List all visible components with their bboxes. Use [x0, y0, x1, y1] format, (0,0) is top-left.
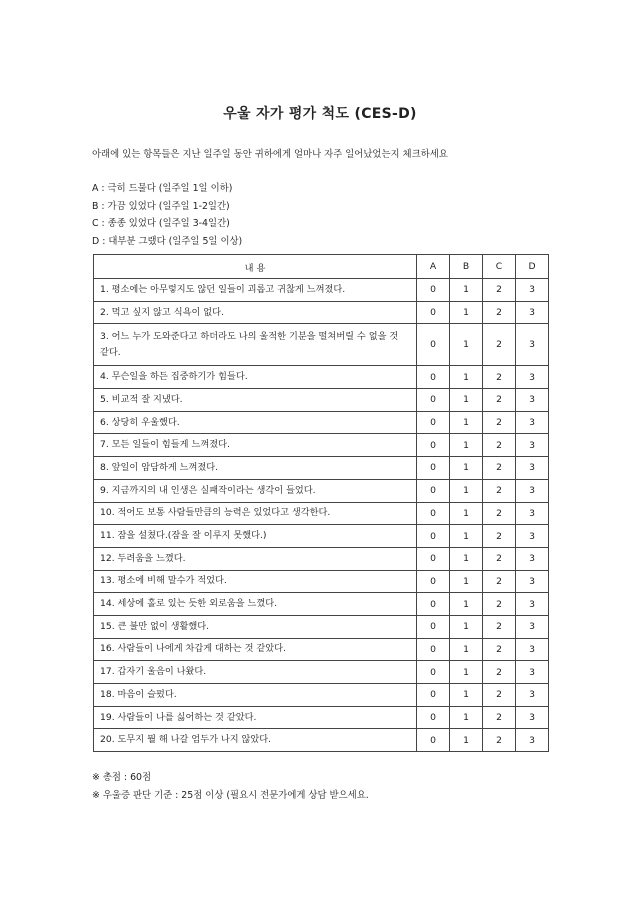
table-row — [94, 729, 549, 752]
item-text: 18. 마음이 슬펐다. — [94, 684, 417, 707]
header-a: A — [417, 255, 450, 279]
header-c: C — [483, 255, 516, 279]
score-option-a[interactable]: 0 — [417, 457, 450, 480]
header-content: 내 용 — [94, 255, 417, 279]
score-option-c[interactable]: 2 — [483, 411, 516, 434]
score-option-d[interactable]: 3 — [516, 411, 549, 434]
score-option-d[interactable]: 3 — [516, 729, 549, 752]
score-option-c[interactable]: 2 — [483, 525, 516, 548]
score-option-a[interactable]: 0 — [417, 593, 450, 616]
score-option-c[interactable]: 2 — [483, 570, 516, 593]
score-option-c[interactable]: 2 — [483, 661, 516, 684]
legend-item-a: A : 극히 드물다 (일주일 1일 이하) — [92, 183, 233, 194]
item-text: 14. 세상에 홀로 있는 듯한 외로움을 느꼈다. — [94, 593, 417, 616]
item-text: 20. 도무지 뭘 해 나갈 엄두가 나지 않았다. — [94, 729, 417, 752]
score-option-a[interactable]: 0 — [417, 479, 450, 502]
score-option-c[interactable]: 2 — [483, 457, 516, 480]
score-option-b[interactable]: 1 — [450, 502, 483, 525]
score-option-b[interactable]: 1 — [450, 729, 483, 752]
score-option-b[interactable]: 1 — [450, 389, 483, 412]
score-option-b[interactable]: 1 — [450, 638, 483, 661]
item-text: 7. 모든 일들이 힘들게 느껴졌다. — [94, 434, 417, 457]
item-text: 5. 비교적 잘 지냈다. — [94, 389, 417, 412]
score-option-a[interactable]: 0 — [417, 706, 450, 729]
table-row — [94, 525, 549, 548]
score-option-d[interactable]: 3 — [516, 547, 549, 570]
item-text: 11. 잠을 설쳤다.(잠을 잘 이루지 못했다.) — [94, 525, 417, 548]
item-text: 3. 어느 누가 도와준다고 하더라도 나의 울적한 기분을 떨쳐버릴 수 없을 것 같다. — [94, 324, 417, 366]
score-option-d[interactable]: 3 — [516, 570, 549, 593]
score-option-c[interactable]: 2 — [483, 684, 516, 707]
cesd-table — [93, 254, 549, 752]
score-option-a[interactable]: 0 — [417, 279, 450, 302]
item-text: 9. 지금까지의 내 인생은 실패작이라는 생각이 들었다. — [94, 479, 417, 502]
header-b: B — [450, 255, 483, 279]
total-score-note: ※ 총점 : 60점 — [92, 772, 152, 783]
table-row — [94, 411, 549, 434]
score-option-b[interactable]: 1 — [450, 570, 483, 593]
score-option-b[interactable]: 1 — [450, 457, 483, 480]
criteria-note: ※ 우울증 판단 기준 : 25점 이상 (필요시 전문가에게 상담 받으세요. — [92, 790, 369, 801]
score-option-d[interactable]: 3 — [516, 593, 549, 616]
header-d: D — [516, 255, 549, 279]
score-option-a[interactable]: 0 — [417, 638, 450, 661]
score-option-d[interactable]: 3 — [516, 279, 549, 302]
table-row — [94, 301, 549, 324]
item-text: 1. 평소에는 아무렇지도 않던 일들이 괴롭고 귀찮게 느껴졌다. — [94, 279, 417, 302]
score-option-c[interactable]: 2 — [483, 547, 516, 570]
score-option-a[interactable]: 0 — [417, 389, 450, 412]
score-option-a[interactable]: 0 — [417, 570, 450, 593]
score-option-a[interactable]: 0 — [417, 525, 450, 548]
item-text: 8. 앞일이 암담하게 느껴졌다. — [94, 457, 417, 480]
legend-item-d: D : 대부분 그랬다 (일주일 5일 이상) — [92, 235, 243, 247]
answer-legend — [92, 180, 242, 250]
score-option-a[interactable]: 0 — [417, 301, 450, 324]
score-option-c[interactable]: 2 — [483, 479, 516, 502]
table-header-row — [94, 255, 549, 279]
score-option-b[interactable]: 1 — [450, 279, 483, 302]
score-option-a[interactable]: 0 — [417, 661, 450, 684]
footnotes — [92, 769, 369, 805]
score-option-b[interactable]: 1 — [450, 593, 483, 616]
score-option-b[interactable]: 1 — [450, 661, 483, 684]
table-row — [94, 615, 549, 638]
item-text: 17. 갑자기 울음이 나왔다. — [94, 661, 417, 684]
page-title: 우울 자가 평가 척도 (CES-D) — [223, 106, 417, 122]
score-option-d[interactable]: 3 — [516, 502, 549, 525]
score-option-b[interactable]: 1 — [450, 434, 483, 457]
table-row — [94, 638, 549, 661]
score-option-b[interactable]: 1 — [450, 366, 483, 389]
score-option-c[interactable]: 2 — [483, 729, 516, 752]
score-option-d[interactable]: 3 — [516, 479, 549, 502]
score-option-d[interactable]: 3 — [516, 301, 549, 324]
table-row — [94, 479, 549, 502]
score-option-b[interactable]: 1 — [450, 615, 483, 638]
score-option-d[interactable]: 3 — [516, 366, 549, 389]
score-option-b[interactable]: 1 — [450, 411, 483, 434]
table-row — [94, 661, 549, 684]
score-option-d[interactable]: 3 — [516, 638, 549, 661]
instruction-text: 아래에 있는 항목들은 지난 일주일 동안 귀하에게 얼마나 자주 일어났었는지 체크하세요 — [92, 149, 448, 160]
table-row — [94, 457, 549, 480]
score-option-c[interactable]: 2 — [483, 593, 516, 616]
score-option-d[interactable]: 3 — [516, 457, 549, 480]
score-option-c[interactable]: 2 — [483, 301, 516, 324]
item-text: 13. 평소에 비해 말수가 적었다. — [94, 570, 417, 593]
table-row — [94, 279, 549, 302]
score-option-d[interactable]: 3 — [516, 434, 549, 457]
score-option-c[interactable]: 2 — [483, 389, 516, 412]
score-option-b[interactable]: 1 — [450, 324, 483, 366]
score-option-a[interactable]: 0 — [417, 547, 450, 570]
item-text: 12. 두려움을 느꼈다. — [94, 547, 417, 570]
item-text: 16. 사람들이 나에게 차갑게 대하는 것 같았다. — [94, 638, 417, 661]
score-option-a[interactable]: 0 — [417, 411, 450, 434]
score-option-a[interactable]: 0 — [417, 729, 450, 752]
score-option-a[interactable]: 0 — [417, 324, 450, 366]
score-option-c[interactable]: 2 — [483, 615, 516, 638]
score-option-b[interactable]: 1 — [450, 301, 483, 324]
score-option-b[interactable]: 1 — [450, 684, 483, 707]
table-row — [94, 324, 549, 366]
score-option-b[interactable]: 1 — [450, 547, 483, 570]
score-option-c[interactable]: 2 — [483, 706, 516, 729]
item-text: 10. 적어도 보통 사람들만큼의 능력은 있었다고 생각한다. — [94, 502, 417, 525]
score-option-c[interactable]: 2 — [483, 324, 516, 366]
score-option-a[interactable]: 0 — [417, 434, 450, 457]
table-row — [94, 434, 549, 457]
score-option-a[interactable]: 0 — [417, 502, 450, 525]
score-option-b[interactable]: 1 — [450, 706, 483, 729]
item-text: 19. 사람들이 나를 싫어하는 것 같았다. — [94, 706, 417, 729]
item-text: 6. 상당히 우울했다. — [94, 411, 417, 434]
table-row — [94, 389, 549, 412]
score-option-d[interactable]: 3 — [516, 324, 549, 366]
score-option-d[interactable]: 3 — [516, 661, 549, 684]
item-text: 15. 큰 불만 없이 생활했다. — [94, 615, 417, 638]
score-option-c[interactable]: 2 — [483, 279, 516, 302]
score-option-d[interactable]: 3 — [516, 706, 549, 729]
score-option-d[interactable]: 3 — [516, 615, 549, 638]
table-row — [94, 570, 549, 593]
score-option-c[interactable]: 2 — [483, 434, 516, 457]
score-option-c[interactable]: 2 — [483, 638, 516, 661]
score-option-b[interactable]: 1 — [450, 479, 483, 502]
score-option-c[interactable]: 2 — [483, 502, 516, 525]
table-row — [94, 593, 549, 616]
table-row — [94, 706, 549, 729]
table-row — [94, 684, 549, 707]
score-option-d[interactable]: 3 — [516, 525, 549, 548]
table-row — [94, 547, 549, 570]
item-text: 4. 무슨일을 하든 집중하기가 힘들다. — [94, 366, 417, 389]
legend-item-b: B : 가끔 있었다 (일주일 1-2일간) — [92, 200, 230, 212]
score-option-d[interactable]: 3 — [516, 684, 549, 707]
legend-item-c: C : 종종 있었다 (일주일 3-4일간) — [92, 218, 230, 229]
table-row — [94, 502, 549, 525]
score-option-a[interactable]: 0 — [417, 366, 450, 389]
score-option-a[interactable]: 0 — [417, 615, 450, 638]
score-option-a[interactable]: 0 — [417, 684, 450, 707]
score-option-d[interactable]: 3 — [516, 389, 549, 412]
table-row — [94, 366, 549, 389]
score-option-c[interactable]: 2 — [483, 366, 516, 389]
score-option-b[interactable]: 1 — [450, 525, 483, 548]
item-text: 2. 먹고 싶지 않고 식욕이 없다. — [94, 301, 417, 324]
